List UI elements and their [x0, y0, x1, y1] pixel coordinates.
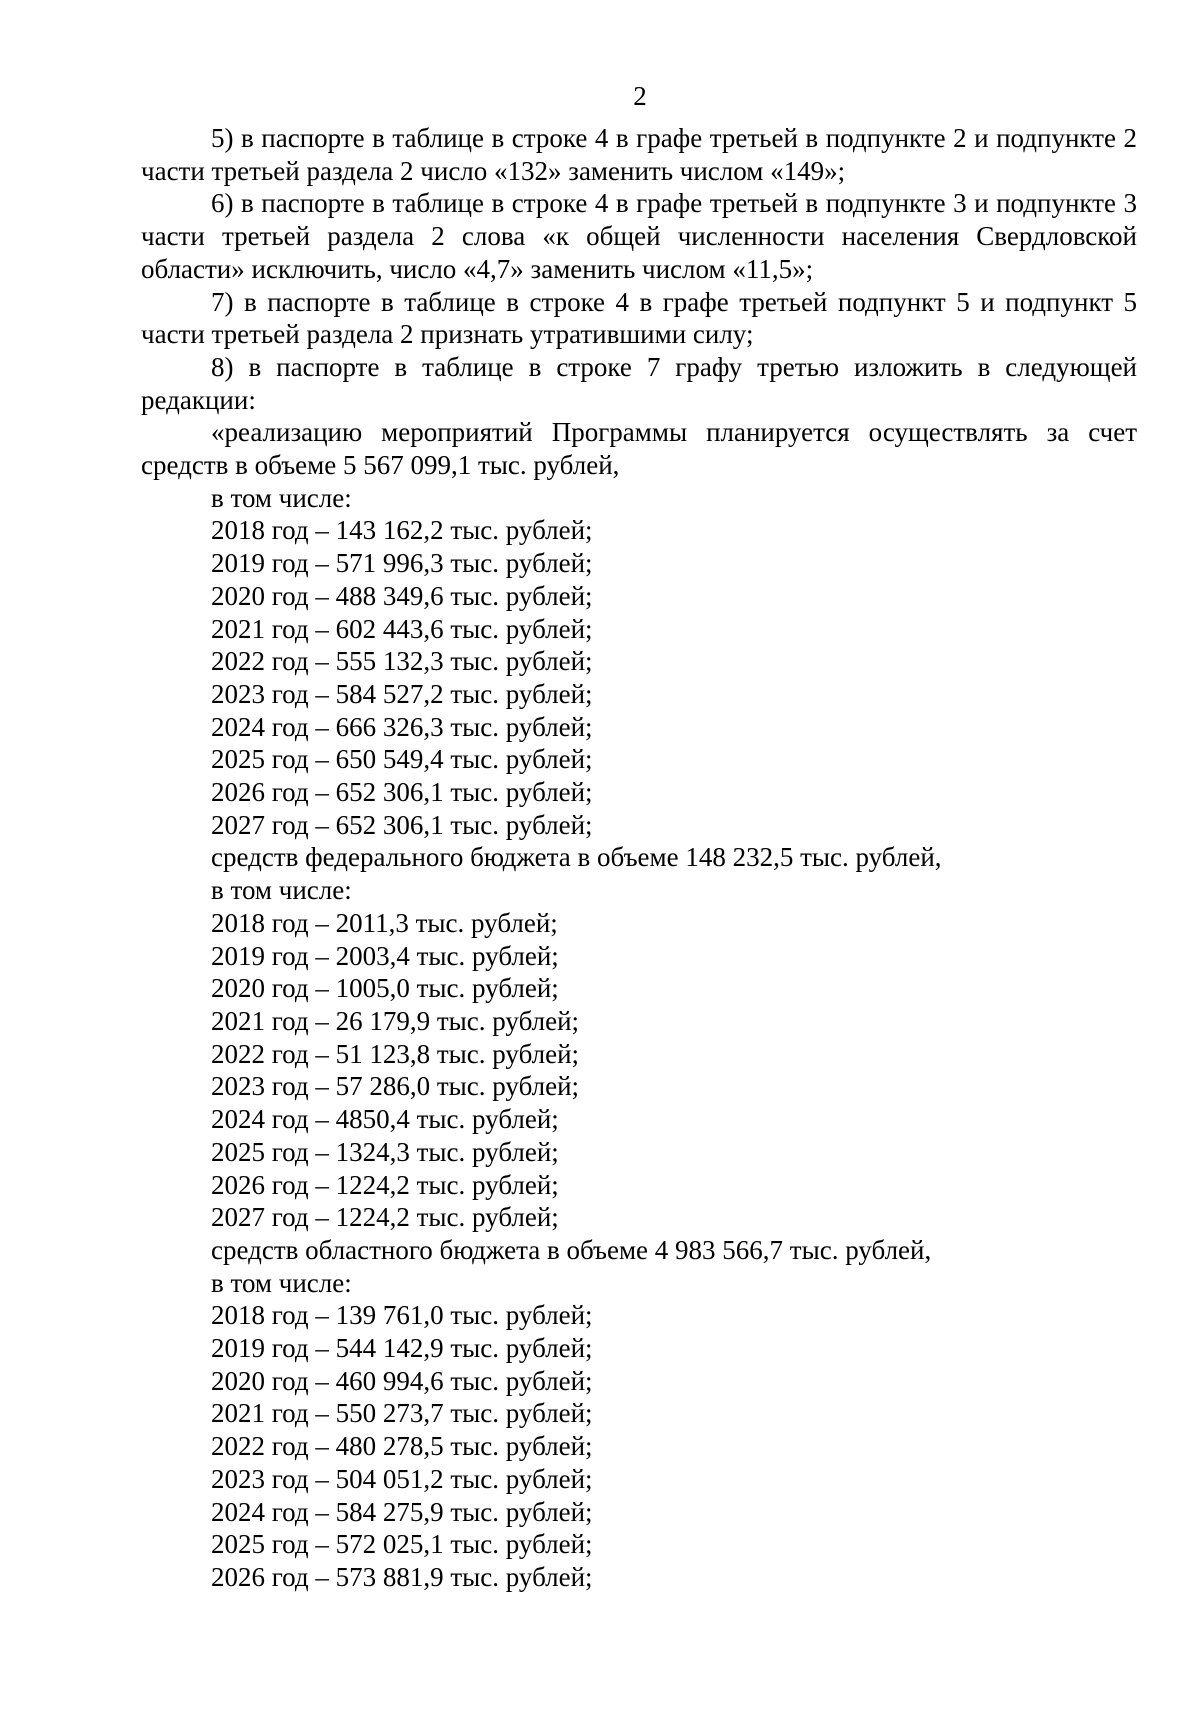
list-item: 2020 год – 1005,0 тыс. рублей; — [211, 973, 559, 1004]
list-item: 2026 год – 573 881,9 тыс. рублей; — [211, 1561, 593, 1592]
list-item: 2022 год – 480 278,5 тыс. рублей; — [211, 1431, 593, 1462]
list-item: 2025 год – 572 025,1 тыс. рублей; — [211, 1529, 593, 1560]
list-item: 2021 год – 26 179,9 тыс. рублей; — [211, 1005, 580, 1036]
page-number: 2 — [633, 81, 647, 111]
list-item: 2027 год – 652 306,1 тыс. рублей; — [211, 809, 593, 840]
paragraph-item-6: 6) в паспорте в таблице в строке 4 в графе третьей в подпункте 3 и подпункте 3 части третьей раздела 2 слова «к общей численности населения Свердловской области» исключить, число «4,7» заменить числом «11,5»; — [141, 188, 1137, 284]
list-item: 2018 год – 139 761,0 тыс. рублей; — [211, 1300, 593, 1331]
list-item: 2018 год – 2011,3 тыс. рублей; — [211, 907, 558, 938]
paragraph-funding-intro: «реализацию мероприятий Программы планируется осуществлять за счет средств в объеме 5 567 099,1 тыс. рублей, — [141, 417, 1137, 481]
list-item: 2023 год – 57 286,0 тыс. рублей; — [211, 1071, 580, 1102]
list-item: в том числе: — [211, 482, 352, 513]
paragraph-item-7: 7) в паспорте в таблице в строке 4 в графе третьей подпункт 5 и подпункт 5 части третьей раздела 2 признать утратившими силу; — [141, 286, 1137, 350]
list-item: 2020 год – 460 994,6 тыс. рублей; — [211, 1365, 593, 1396]
list-item: 2020 год – 488 349,6 тыс. рублей; — [211, 580, 593, 611]
list-item: 2019 год – 2003,4 тыс. рублей; — [211, 940, 559, 971]
regional-budget-list — [141, 1234, 1137, 1594]
list-item: 2019 год – 571 996,3 тыс. рублей; — [211, 548, 593, 579]
list-item: 2022 год – 51 123,8 тыс. рублей; — [211, 1038, 580, 1069]
list-item: средств областного бюджета в объеме 4 983 566,7 тыс. рублей, — [211, 1234, 932, 1265]
list-item: 2026 год – 652 306,1 тыс. рублей; — [211, 777, 593, 808]
list-item: 2027 год – 1224,2 тыс. рублей; — [211, 1202, 559, 1233]
list-item: 2019 год – 544 142,9 тыс. рублей; — [211, 1333, 593, 1364]
list-item: средств федерального бюджета в объеме 148 232,5 тыс. рублей, — [211, 842, 942, 873]
list-item: 2023 год – 504 051,2 тыс. рублей; — [211, 1463, 593, 1494]
list-item: 2024 год – 584 275,9 тыс. рублей; — [211, 1496, 593, 1527]
list-item: 2026 год – 1224,2 тыс. рублей; — [211, 1169, 559, 1200]
federal-budget-list — [141, 841, 1137, 1233]
list-item: 2018 год – 143 162,2 тыс. рублей; — [211, 515, 593, 546]
list-item: 2023 год – 584 527,2 тыс. рублей; — [211, 678, 593, 709]
list-item: 2025 год – 1324,3 тыс. рублей; — [211, 1136, 559, 1167]
document-body — [141, 122, 1137, 1594]
list-item: в том числе: — [211, 1267, 352, 1298]
list-item: 2022 год – 555 132,3 тыс. рублей; — [211, 646, 593, 677]
list-item: 2024 год – 4850,4 тыс. рублей; — [211, 1104, 559, 1135]
list-item: 2024 год – 666 326,3 тыс. рублей; — [211, 711, 593, 742]
paragraph-item-5: 5) в паспорте в таблице в строке 4 в графе третьей в подпункте 2 и подпункте 2 части третьей раздела 2 число «132» заменить числом «149»; — [141, 123, 1137, 186]
list-item: 2021 год – 602 443,6 тыс. рублей; — [211, 613, 593, 644]
paragraph-item-8: 8) в паспорте в таблице в строке 7 графу третью изложить в следующей редакции: — [141, 351, 1137, 415]
total-breakdown-list — [141, 482, 1137, 842]
list-item: 2025 год – 650 549,4 тыс. рублей; — [211, 744, 593, 775]
list-item: в том числе: — [211, 875, 352, 906]
list-item: 2021 год – 550 273,7 тыс. рублей; — [211, 1398, 593, 1429]
